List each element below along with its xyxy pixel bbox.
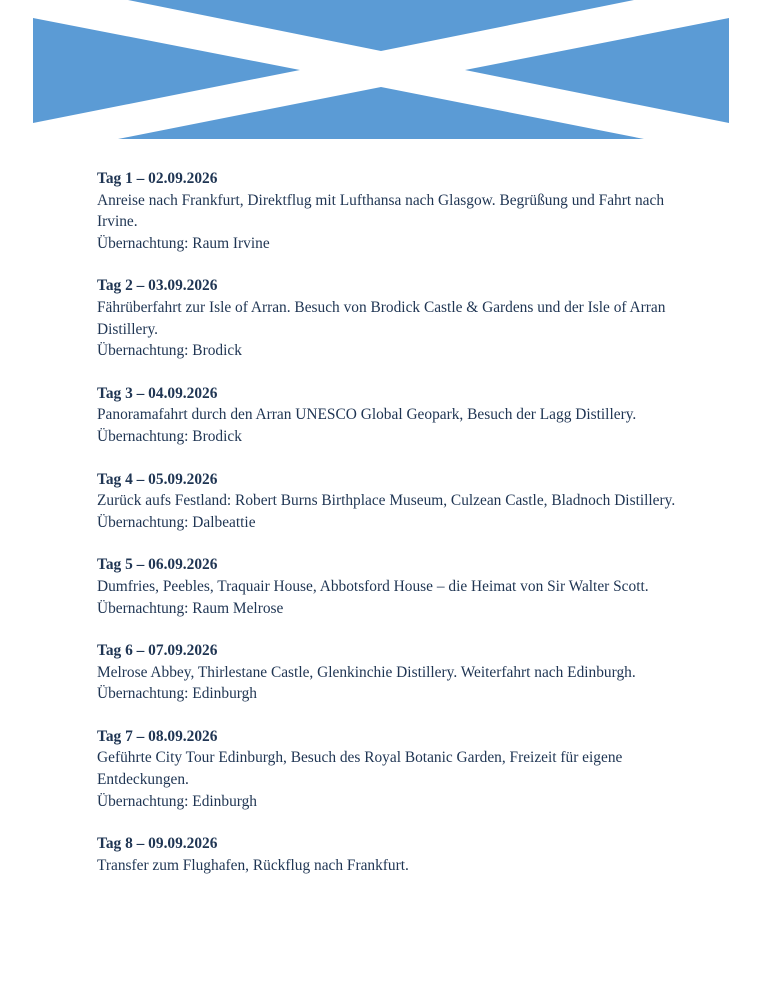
flag-field-right [465,18,729,123]
itinerary-list [97,168,697,897]
day-title: Tag 3 – 04.09.2026 [97,384,218,402]
itinerary-day-8 [97,833,697,876]
day-overnight: Übernachtung: Brodick [97,427,242,445]
itinerary-day-2 [97,275,697,361]
day-overnight: Übernachtung: Dalbeattie [97,513,256,531]
day-overnight: Übernachtung: Raum Melrose [97,599,284,617]
itinerary-day-6 [97,640,697,705]
day-title: Tag 6 – 07.09.2026 [97,642,218,660]
day-description: Panoramafahrt durch den Arran UNESCO Global Geopark, Besuch der Lagg Distillery. [97,406,637,424]
day-description: Melrose Abbey, Thirlestane Castle, Glenkinchie Distillery. Weiterfahrt nach Edinburgh. [97,663,636,681]
scotland-flag-banner [33,0,729,139]
day-description: Fährüberfahrt zur Isle of Arran. Besuch von Brodick Castle & Gardens und der Isle of Arran Distillery. [97,298,666,338]
day-overnight: Übernachtung: Edinburgh [97,685,258,703]
day-description: Dumfries, Peebles, Traquair House, Abbotsford House – die Heimat von Sir Walter Scott. [97,577,649,595]
day-overnight: Übernachtung: Brodick [97,342,242,360]
day-description: Geführte City Tour Edinburgh, Besuch des Royal Botanic Garden, Freizeit für eigene Entdeckungen. [97,749,623,789]
day-overnight: Übernachtung: Edinburgh [97,792,258,810]
day-title: Tag 1 – 02.09.2026 [97,170,218,187]
day-overnight: Übernachtung: Raum Irvine [97,234,270,252]
flag-field-top [128,0,634,51]
day-title: Tag 5 – 06.09.2026 [97,556,218,574]
flag-field-left [33,18,300,123]
itinerary-day-5 [97,554,697,619]
day-title: Tag 7 – 08.09.2026 [97,727,218,745]
itinerary-day-7 [97,726,697,812]
day-title: Tag 8 – 09.09.2026 [97,835,218,853]
day-title: Tag 2 – 03.09.2026 [97,277,218,295]
day-title: Tag 4 – 05.09.2026 [97,470,218,488]
itinerary-day-3 [97,383,697,448]
flag-field-bottom [118,87,644,139]
itinerary-day-1 [97,168,697,254]
day-description: Zurück aufs Festland: Robert Burns Birthplace Museum, Culzean Castle, Bladnoch Distillery. [97,492,676,510]
day-description: Transfer zum Flughafen, Rückflug nach Frankfurt. [97,856,409,874]
itinerary-day-4 [97,469,697,534]
day-description: Anreise nach Frankfurt, Direktflug mit Lufthansa nach Glasgow. Begrüßung und Fahrt nach Irvine. [97,191,665,231]
